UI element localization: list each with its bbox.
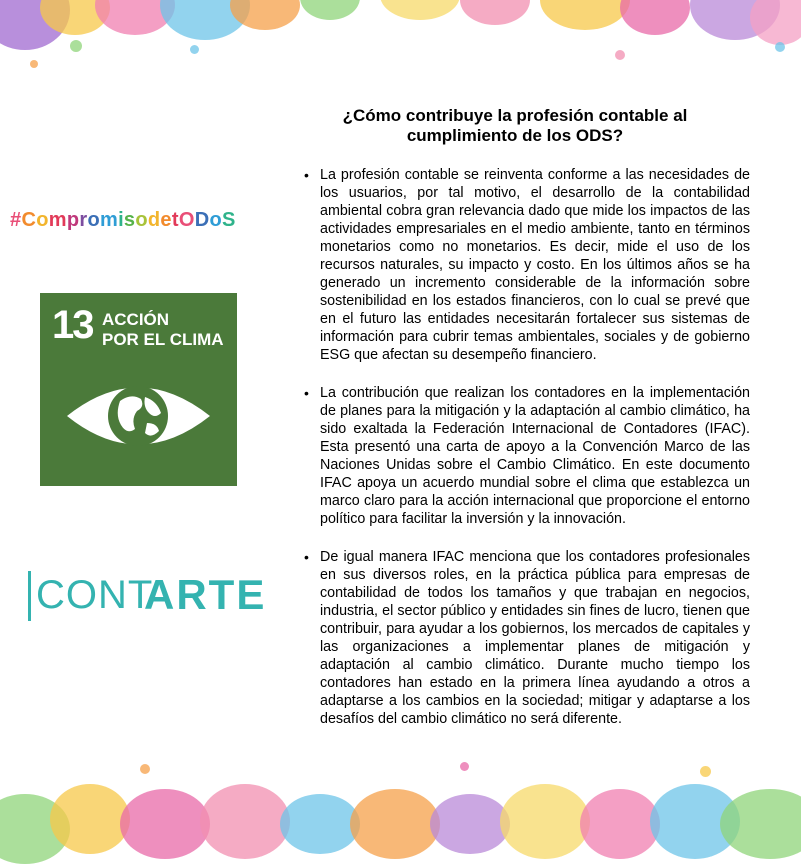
article-paragraph: • De igual manera IFAC menciona que los contadores profesionales en sus diversos roles, en la práctica pública para empresas de contabilidad de todos los tamaños y que trabajan en negocios, industria, el sector público y entidades sin fines de lucro, tienen que contribuir, para ayudar a los gobiernos, los mercados de capitales y las organizaciones a implementar planes de mitigación y adaptación al cambio climático. Durante mucho tiempo los contadores han estado en la primera línea ayudando a otros a adaptarse a los cambios en la sociedad; mitigar y adaptarse a los desafíos del cambio climático no será diferente. <box>320 548 750 728</box>
article-title: ¿Cómo contribuye la profesión contable al cumplimiento de los ODS? <box>342 106 688 145</box>
logo-bar <box>28 571 31 621</box>
eye-globe-icon <box>65 379 212 453</box>
hashtag-letter: C <box>21 209 37 231</box>
contarte-logo <box>28 571 267 621</box>
logo-text-arte: ARTE <box>144 571 267 618</box>
hashtag-letter: p <box>66 209 80 231</box>
hashtag-letter: r <box>79 209 88 231</box>
paint-splash-bottom-decoration <box>0 754 801 844</box>
hashtag-letter: o <box>36 209 49 231</box>
article-paragraph: • La contribución que realizan los contadores en la implementación de planes para la mitigación y la adaptación al cambio climático, ha sido exaltada la Federación Internacional de Contadores (IFAC). Esta presentó una carta de apoyo a la Convención Marco de las Naciones Unidas sobre el Cambio Climático. En este documento IFAC apoya un acuerdo mundial sobre el clima que establezca un marco claro para la acción internacional que proporcione el entorno político para facilitar la inversión y la innovación. <box>320 384 750 528</box>
hashtag-letter: m <box>48 209 67 231</box>
hashtag-letter: O <box>178 209 195 231</box>
hashtag-letter: m <box>99 209 119 231</box>
sdg-number: 13 <box>52 303 93 347</box>
hashtag-letter: d <box>147 209 161 231</box>
article-paragraph: • La profesión contable se reinventa conforme a las necesidades de los usuarios, por tal motivo, el desarrollo de la contabilidad ambiental cobra gran relevancia dado que mide los impactos de las actividades empresariales en el medio ambiente, tanto en términos monetarios como no monetarios. Es decir, mide el uso de los recursos naturales, su impacto y costo. En los últimos años se ha generado un incremento considerable de la información sobre sostenibilidad en los estados financieros, con lo cual se prevé que en el futuro las entidades necesitarán fortalecer sus sistemas de información para cubrir temas ambientales, sociales y de gobierno ESG que afectan su desempeño financiero. <box>320 166 750 364</box>
hashtag-letter: t <box>171 209 179 231</box>
hashtag-compromiso-odos <box>10 209 236 232</box>
hashtag-letter: s <box>123 209 136 231</box>
paint-splash-top-decoration <box>0 0 801 110</box>
hashtag-letter: S <box>221 209 236 231</box>
logo-text-cont: CONT <box>36 573 154 617</box>
sdg-13-climate-action-badge <box>40 293 237 486</box>
hashtag-letter: i <box>118 209 124 231</box>
hashtag-letter: D <box>194 209 210 231</box>
sdg-title-line2: POR EL CLIMA <box>102 330 224 349</box>
hashtag-letter: o <box>209 209 222 231</box>
hashtag-letter: o <box>135 209 148 231</box>
hashtag-letter: e <box>160 209 172 231</box>
hashtag-letter: o <box>87 209 100 231</box>
hashtag-letter: # <box>10 209 22 231</box>
sdg-title-line1: ACCIÓN <box>102 310 170 329</box>
article-bullet-list <box>320 166 750 748</box>
